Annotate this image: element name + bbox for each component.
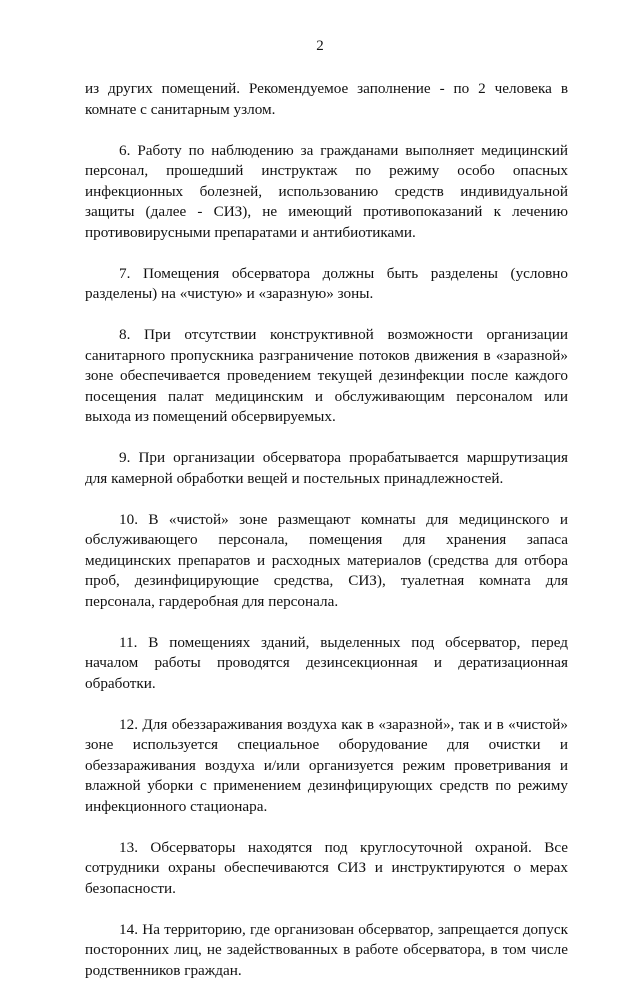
paragraph-item-14: 14. На территорию, где организован обсерватор, запрещается допуск посторонних лиц, не задействованных в работе обсерватора, в том числе родственников граждан. <box>85 920 568 979</box>
paragraph-item-6: 6. Работу по наблюдению за гражданами выполняет медицинский персонал, прошедший инструктаж по режиму особо опасных инфекционных болезней, использованию средств индивидуальной защиты (далее - СИЗ), не имеющий противопоказаний к лечению противовирусными препаратами и антибиотиками. <box>85 141 568 241</box>
paragraph-item-10: 10. В «чистой» зоне размещают комнаты для медицинского и обслуживающего персонала, помещения для хранения запаса медицинских препаратов и расходных материалов (средства для отбора проб, дезинфицирующие средства, СИЗ), туалетная комната для персонала, гардеробная для персонала. <box>85 510 568 610</box>
paragraph-item-13: 13. Обсерваторы находятся под круглосуточной охраной. Все сотрудники охраны обеспечиваются СИЗ и инструктируются о мерах безопасности. <box>85 838 568 897</box>
paragraph-item-8: 8. При отсутствии конструктивной возможности организации санитарного пропускника разграничение потоков движения в «заразной» зоне обеспечивается проведением текущей дезинфекции после каждого посещения палат медицинским и обслуживающим персоналом или выхода из помещений обсервируемых. <box>85 326 568 425</box>
paragraph-item-7: 7. Помещения обсерватора должны быть разделены (условно разделены) на «чистую» и «заразную» зоны. <box>85 264 568 302</box>
paragraph-item-11: 11. В помещениях зданий, выделенных под обсерватор, перед началом работы проводятся дезинсекционная и дератизационная обработки. <box>85 633 568 692</box>
paragraph-item-12: 12. Для обеззараживания воздуха как в «заразной», так и в «чистой» зоне используется специальное оборудование для очистки и обеззараживания воздуха и/или организуется режим проветривания и влажной уборки с применением дезинфицирующих средств по режиму инфекционного стационара. <box>85 715 568 815</box>
paragraph-item-9: 9. При организации обсерватора прорабатывается маршрутизация для камерной обработки вещей и постельных принадлежностей. <box>85 449 568 487</box>
document-body <box>85 79 568 1002</box>
page-number: 2 <box>316 38 324 54</box>
paragraph-continuation: из других помещений. Рекомендуемое заполнение - по 2 человека в комнате с санитарным узлом. <box>85 80 568 118</box>
